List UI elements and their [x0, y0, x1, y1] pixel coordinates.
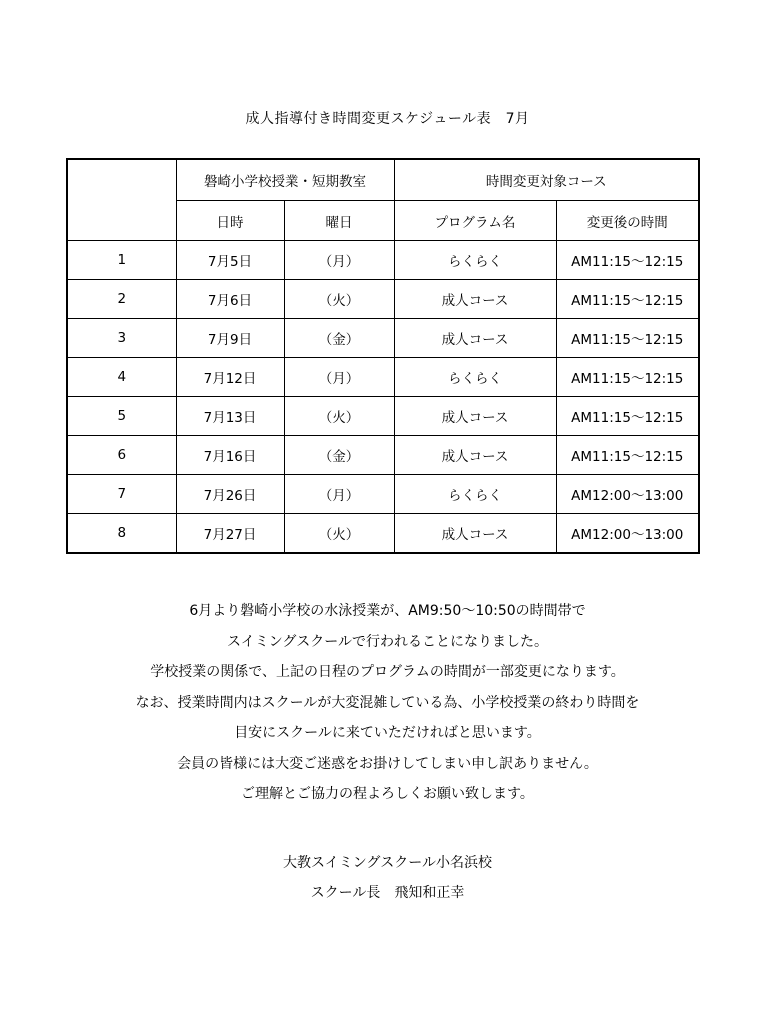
row-day: （火）	[284, 514, 394, 554]
header-blank-cell	[67, 159, 176, 241]
row-date: 7月5日	[176, 241, 284, 280]
table-row	[67, 514, 699, 554]
row-day: （火）	[284, 280, 394, 319]
signature-block	[0, 848, 775, 908]
header-program: プログラム名	[394, 201, 556, 241]
row-number: 3	[67, 319, 176, 358]
notice-line: ご理解とご協力の程よろしくお願い致します。	[241, 786, 534, 802]
table-row	[67, 436, 699, 475]
notice-line: 学校授業の関係で、上記の日程のプログラムの時間が一部変更になります。	[150, 664, 625, 680]
row-date: 7月16日	[176, 436, 284, 475]
row-number: 8	[67, 514, 176, 554]
row-number: 5	[67, 397, 176, 436]
row-number: 6	[67, 436, 176, 475]
header-time: 変更後の時間	[556, 201, 699, 241]
row-time: AM11:15～12:15	[556, 319, 699, 358]
row-program: 成人コース	[394, 319, 556, 358]
header-school-group: 磐崎小学校授業・短期教室	[176, 159, 394, 201]
row-date: 7月9日	[176, 319, 284, 358]
row-program: らくらく	[394, 358, 556, 397]
row-day: （金）	[284, 436, 394, 475]
table-row	[67, 397, 699, 436]
row-number: 1	[67, 241, 176, 280]
row-time: AM11:15～12:15	[556, 358, 699, 397]
notice-text	[0, 596, 775, 810]
row-time: AM11:15～12:15	[556, 436, 699, 475]
row-program: 成人コース	[394, 280, 556, 319]
notice-line: スイミングスクールで行われることになりました。	[226, 633, 549, 650]
table-row	[67, 241, 699, 280]
row-program: らくらく	[394, 241, 556, 280]
row-date: 7月13日	[176, 397, 284, 436]
row-date: 7月6日	[176, 280, 284, 319]
schedule-rows	[67, 241, 699, 554]
row-time: AM12:00～13:00	[556, 514, 699, 554]
row-day: （火）	[284, 397, 394, 436]
notice-line: なお、授業時間内はスクールが大変混雑している為、小学校授業の終わり時間を	[135, 694, 640, 711]
row-program: 成人コース	[394, 397, 556, 436]
notice-line: 目安にスクールに来ていただければと思います。	[234, 725, 541, 741]
header-date: 日時	[176, 201, 284, 241]
row-day: （月）	[284, 241, 394, 280]
school-name: 大教スイミングスクール小名浜校	[282, 855, 493, 871]
row-date: 7月12日	[176, 358, 284, 397]
row-program: らくらく	[394, 475, 556, 514]
row-day: （月）	[284, 358, 394, 397]
row-day: （月）	[284, 475, 394, 514]
schedule-table	[66, 158, 700, 554]
notice-line: 6月より磐崎小学校の水泳授業が、AM9:50～10:50の時間帯で	[189, 603, 586, 619]
row-date: 7月27日	[176, 514, 284, 554]
notice-line: 会員の皆様には大変ご迷惑をお掛けしてしまい申し訳ありません。	[177, 755, 598, 772]
row-number: 7	[67, 475, 176, 514]
page-title: 成人指導付き時間変更スケジュール表 7月	[245, 111, 530, 127]
row-date: 7月26日	[176, 475, 284, 514]
row-time: AM11:15～12:15	[556, 397, 699, 436]
row-program: 成人コース	[394, 436, 556, 475]
principal-name: スクール長 飛知和正幸	[310, 885, 465, 901]
table-row	[67, 280, 699, 319]
row-day: （金）	[284, 319, 394, 358]
header-day: 曜日	[284, 201, 394, 241]
table-row	[67, 358, 699, 397]
table-header-group-row	[67, 159, 699, 201]
table-row	[67, 475, 699, 514]
row-program: 成人コース	[394, 514, 556, 554]
row-time: AM12:00～13:00	[556, 475, 699, 514]
table-row	[67, 319, 699, 358]
header-course-group: 時間変更対象コース	[394, 159, 699, 201]
row-number: 4	[67, 358, 176, 397]
row-time: AM11:15～12:15	[556, 241, 699, 280]
row-number: 2	[67, 280, 176, 319]
row-time: AM11:15～12:15	[556, 280, 699, 319]
